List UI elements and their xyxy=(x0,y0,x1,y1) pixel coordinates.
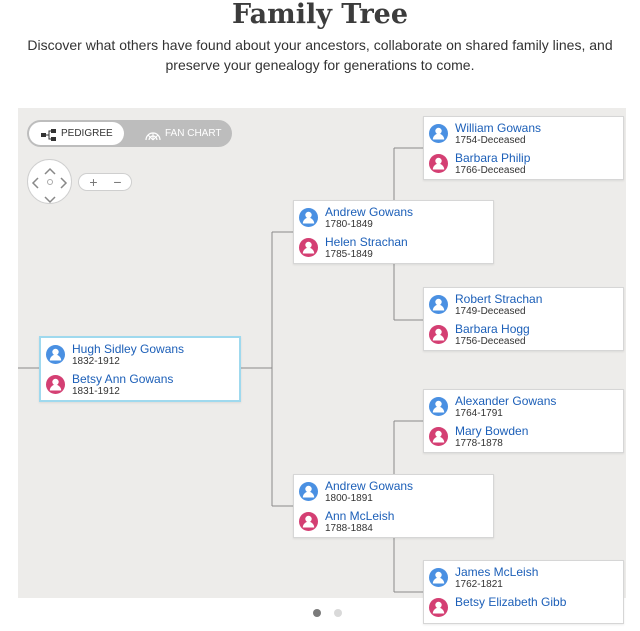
couple-card-grandparents-4[interactable] xyxy=(423,560,624,624)
person-entry[interactable] xyxy=(41,371,239,401)
family-tree-viewer[interactable] xyxy=(18,108,626,609)
pan-center-icon[interactable] xyxy=(47,179,53,185)
carousel-dot[interactable] xyxy=(334,609,342,617)
pedigree-view-button[interactable] xyxy=(29,122,124,145)
person-name-link[interactable]: Helen Strachan xyxy=(325,235,408,249)
zoom-in-button[interactable]: + xyxy=(89,174,98,190)
male-person-icon xyxy=(299,482,318,501)
person-entry[interactable] xyxy=(294,508,493,538)
person-name-link[interactable]: Barbara Hogg xyxy=(455,322,530,336)
couple-card-grandparents-2[interactable] xyxy=(423,287,624,351)
male-person-icon xyxy=(46,345,65,364)
person-name-link[interactable]: Betsy Ann Gowans xyxy=(72,372,174,386)
pedigree-icon xyxy=(41,127,57,150)
person-entry[interactable] xyxy=(294,234,493,264)
page-title: Family Tree xyxy=(231,0,409,30)
person-name-link[interactable]: Robert Strachan xyxy=(455,292,543,306)
person-dates: 1788-1884 xyxy=(325,523,373,534)
fan-chart-view-button[interactable] xyxy=(137,122,229,145)
female-person-icon xyxy=(429,427,448,446)
person-entry[interactable] xyxy=(424,150,623,180)
person-entry[interactable] xyxy=(294,204,493,234)
person-entry[interactable] xyxy=(294,478,493,508)
person-dates: 1832-1912 xyxy=(72,356,120,367)
couple-card-root[interactable] xyxy=(39,336,241,402)
person-name-link[interactable]: Mary Bowden xyxy=(455,424,529,438)
couple-card-parents-top[interactable] xyxy=(293,200,494,264)
person-entry[interactable] xyxy=(424,594,623,624)
male-person-icon xyxy=(299,208,318,227)
pan-right-icon[interactable] xyxy=(59,176,68,194)
person-name-link[interactable]: Betsy Elizabeth Gibb xyxy=(455,595,567,609)
zoom-control xyxy=(78,173,132,191)
female-person-icon xyxy=(46,375,65,394)
couple-card-grandparents-3[interactable] xyxy=(423,389,624,453)
person-dates: 1831-1912 xyxy=(72,386,120,397)
pan-down-icon[interactable] xyxy=(44,191,56,209)
carousel-dot-active[interactable] xyxy=(313,609,321,617)
person-dates: 1749-Deceased xyxy=(455,306,526,317)
fan-chart-icon xyxy=(145,127,161,150)
female-person-icon xyxy=(429,154,448,173)
person-name-link[interactable]: Hugh Sidley Gowans xyxy=(72,342,185,356)
male-person-icon xyxy=(429,124,448,143)
person-dates: 1780-1849 xyxy=(325,219,373,230)
person-name-link[interactable]: Ann McLeish xyxy=(325,509,395,523)
female-person-icon xyxy=(299,512,318,531)
person-entry[interactable] xyxy=(424,291,623,321)
person-name-link[interactable]: James McLeish xyxy=(455,565,539,579)
pedigree-label: PEDIGREE xyxy=(61,128,113,139)
person-name-link[interactable]: Andrew Gowans xyxy=(325,205,414,219)
person-dates: 1766-Deceased xyxy=(455,165,526,176)
person-dates: 1785-1849 xyxy=(325,249,373,260)
female-person-icon xyxy=(429,598,448,617)
person-name-link[interactable]: Barbara Philip xyxy=(455,151,531,165)
couple-card-grandparents-1[interactable] xyxy=(423,116,624,180)
person-entry[interactable] xyxy=(424,321,623,351)
couple-card-parents-bottom[interactable] xyxy=(293,474,494,538)
male-person-icon xyxy=(429,295,448,314)
female-person-icon xyxy=(429,325,448,344)
view-toggle xyxy=(27,120,232,147)
person-entry[interactable] xyxy=(424,393,623,423)
person-entry[interactable] xyxy=(424,423,623,453)
person-dates: 1778-1878 xyxy=(455,438,503,449)
person-name-link[interactable]: Alexander Gowans xyxy=(455,394,557,408)
person-dates: 1756-Deceased xyxy=(455,336,526,347)
person-entry[interactable] xyxy=(424,564,623,594)
fan-chart-label: FAN CHART xyxy=(165,128,222,139)
person-dates: 1800-1891 xyxy=(325,493,373,504)
person-dates: 1762-1821 xyxy=(455,579,503,590)
pan-control xyxy=(27,159,72,204)
male-person-icon xyxy=(429,568,448,587)
person-name-link[interactable]: William Gowans xyxy=(455,121,542,135)
male-person-icon xyxy=(429,397,448,416)
person-dates: 1754-Deceased xyxy=(455,135,526,146)
page-subtitle: Discover what others have found about your ancestors, collaborate on shared family lines, and preserve your genealogy for generations to come. xyxy=(27,37,613,73)
person-name-link[interactable]: Andrew Gowans xyxy=(325,479,414,493)
female-person-icon xyxy=(299,238,318,257)
zoom-out-button[interactable]: − xyxy=(113,174,122,190)
person-dates: 1764-1791 xyxy=(455,408,503,419)
person-entry[interactable] xyxy=(41,341,239,371)
person-entry[interactable] xyxy=(424,120,623,150)
pan-left-icon[interactable] xyxy=(31,176,40,194)
